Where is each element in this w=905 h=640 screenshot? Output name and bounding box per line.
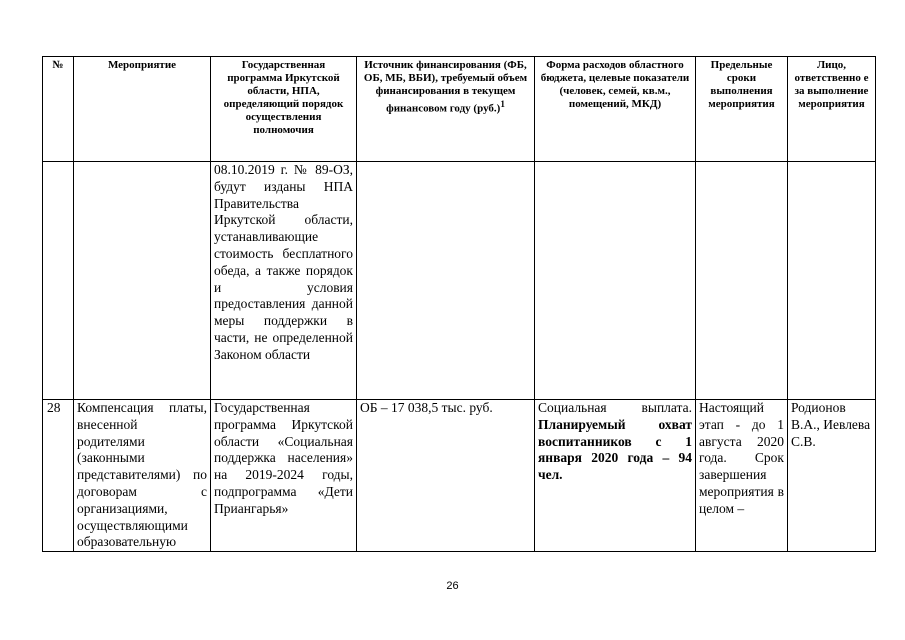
cell-deadline: Настоящий этап - до 1 августа 2020 года. Срок завершения мероприятия в целом – <box>696 400 788 552</box>
table-row <box>43 400 876 552</box>
header-deadline: Предельные сроки выполнения мероприятия <box>696 57 788 162</box>
measures-table <box>42 56 876 552</box>
cell-number: 28 <box>43 400 74 552</box>
cell-responsible: Родионов В.А., Иевлева С.В. <box>788 400 876 552</box>
form-bold-text: Планируемый охват воспитанников с 1 января 2020 года – 94 чел. <box>538 416 692 483</box>
header-event: Мероприятие <box>74 57 211 162</box>
header-responsible: Лицо, ответственно е за выполнение мероприятия <box>788 57 876 162</box>
header-form: Форма расходов областного бюджета, целевые показатели (человек, семей, кв.м., помещений, МКД) <box>535 57 696 162</box>
cell-funding: ОБ – 17 038,5 тыс. руб. <box>357 400 535 552</box>
cell-form <box>535 400 696 552</box>
cell-program: 08.10.2019 г. № 89-ОЗ, будут изданы НПА Правительства Иркутской области, устанавливающие стоимость бесплатного обеда, а также порядок и условия предоставления данной меры поддержки в части, не определенной Законом области <box>211 162 357 400</box>
cell-event: Компенсация платы, внесенной родителями (законными представителями) по договорам с организациями, осуществляющими образовательную <box>74 400 211 552</box>
page-number: 26 <box>446 580 459 592</box>
header-funding-text: Источник финансирования (ФБ, ОБ, МБ, ВБИ), требуемый объем финансирования в текущем финансовом году (руб.) <box>363 59 528 115</box>
cell-number <box>43 162 74 400</box>
cell-funding <box>357 162 535 400</box>
cell-event <box>74 162 211 400</box>
cell-deadline <box>696 162 788 400</box>
form-plain-text: Социальная выплата. <box>538 400 692 415</box>
cell-form <box>535 162 696 400</box>
table-row <box>43 162 876 400</box>
footnote-mark: 1 <box>500 99 505 109</box>
header-program: Государственная программа Иркутской области, НПА, определяющий порядок осуществления полномочия <box>211 57 357 162</box>
cell-program: Государственная программа Иркутской области «Социальная поддержка населения» на 2019-2024 годы, подпрограмма «Дети Приангарья» <box>211 400 357 552</box>
header-funding <box>357 57 535 162</box>
cell-responsible <box>788 162 876 400</box>
header-number: № <box>43 57 74 162</box>
table-header-row <box>43 57 876 162</box>
